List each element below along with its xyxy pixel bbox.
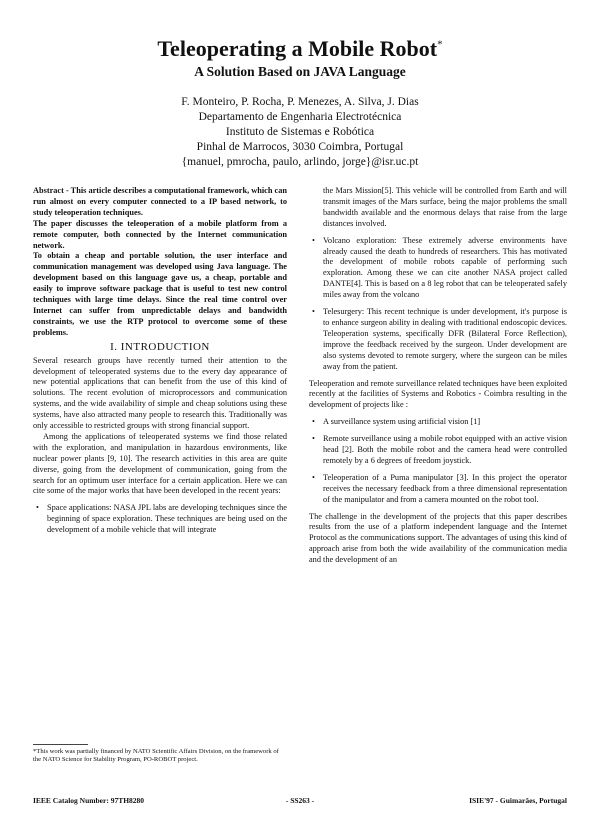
footer-conference: ISIE'97 - Guimarães, Portugal [469,796,567,805]
bullet-icon: • [36,503,39,513]
bullet-icon: • [312,434,315,444]
body-paragraph: Among the applications of teleoperated systems we find those related with the exploration, and manipulation in hazardous environments, like nuclear power plants [9, 10]. The research activities in this area are quite diverse, going from the development of communication, going from the search for an optimum user interface for a certain application. Here we can cite some of the major works that have been developed in the recent years: [33,431,287,496]
paper-title: Teleoperating a Mobile Robot* [157,36,443,61]
paper-subtitle: A Solution Based on JAVA Language [194,64,406,79]
footnote: *This work was partially financed by NATO Scientific Affairs Division, on the framework of the NATO Science for Stability Program, PO-ROBOT project. [33,748,279,764]
list-item: • A surveillance system using artificial vision [1] [312,417,481,427]
bullet-list [309,417,567,505]
bullet-icon: • [312,417,315,427]
abstract-paragraph: Abstract - This article describes a computational framework, which can run almost on every computer connected to a IP based network, to study teleoperation techniques. [33,186,287,217]
body-paragraph: The challenge in the development of the projects that this paper describes results from the use of a platform independent language and the Internet Protocol as the communications support. The advantages of using this kind of approach arise from both the wide availability of the communication media and the development of an [309,511,567,565]
bullet-list [309,236,567,373]
list-item: • Volcano exploration: These extremely adverse environments have already caused the death to hundreds of researchers. This has motivated the development of mobile robots capable of performing such exploration. Among these we can cite another NASA project called DANTE[4]. This is based on a 8 leg robot that can be teleoperated safely miles away from the volcano [312,235,567,300]
right-column [309,186,567,566]
abstract-paragraph: The paper discusses the teleoperation of a mobile platform from a remote computer, both connected by the Internet communication network. [33,218,287,250]
body-paragraph: Several research groups have recently turned their attention to the development of teleoperated systems due to the every day appearance of new potential applications that can benefit from the use of this kind of solutions. The recent evolution of microprocessors and communication systems, and the wide availability of simple and cheap solutions using these systems, have also attracted many people to research this. Traditionally was only accessible to restricted groups with strong financial support. [33,355,287,431]
footer-catalog-number: IEEE Catalog Number: 97TH8280 [33,796,145,805]
body-paragraph: Teleoperation and remote surveillance related techniques have been exploited recently at the facilities of Systems and Robotics - Coimbra resulting in the development of projects like : [309,378,567,410]
author-names: F. Monteiro, P. Rocha, P. Menezes, A. Silva, J. Dias [181,96,419,108]
bullet-icon: • [312,235,315,245]
footnote-divider [33,744,88,745]
bullet-list [33,503,287,536]
author-block [0,95,600,170]
author-institute: Instituto de Sistemas e Robótica [225,126,375,138]
author-emails: {manuel, pmrocha, paulo, arlindo, jorge}@isr.uc.pt [181,156,419,168]
section-heading: I. INTRODUCTION [110,340,210,353]
author-department: Departamento de Engenharia Electrotécnica [198,111,402,123]
bullet-icon: • [312,472,315,482]
footer-page-number: - SS263 - [285,796,315,805]
list-item: • Telesurgery: This recent technique is under development, it's purpose is to enhance surgeon ability in dealing with traditional endoscopic devices. Teleoperation systems, specifically DFR (Bilateral Force Reflection), improve the feedback received by the surgeon. Under development are also systems devoted to remote surgery, where the surgeon can be miles away from the patient. [312,307,567,371]
title-footnote-mark: * [437,38,443,51]
list-item: • Teleoperation of a Puma manipulator [3]. In this project the operator receives the necessary feedback from a three dimensional representation of the manipulator and from a camera mounted on the robot tool. [312,472,567,504]
list-item: • Space applications: NASA JPL labs are developing techniques since the beginning of space exploration. These techniques are being used on the development of a mobile vehicle that will integrate [36,503,287,535]
bullet-icon: • [312,307,315,317]
left-column [33,186,287,542]
author-address: Pinhal de Marrocos, 3030 Coimbra, Portugal [196,141,404,153]
abstract-paragraph: To obtain a cheap and portable solution, the user interface and communication management was developed using Java language. The development based on this language gave us, a cheap, portable and easily to improve software package that is useful to test new control techniques with large time delays. Since the real time control over Internet can suffer from unpredictable delays and bandwidth constraints, we use the RTP protocol to overcome some of these problems. [33,251,287,337]
body-paragraph: the Mars Mission[5]. This vehicle will be controlled from Earth and will transmit images of the Mars surface, being the major problems the small bandwidth available and the enormous delays that raise from the large distances involved. [323,186,567,228]
list-item: • Remote surveillance using a mobile robot equipped with an active vision head [2]. Both the mobile robot and the camera head were controlled remotely by a 6 degrees of freedom joystick. [312,434,567,465]
